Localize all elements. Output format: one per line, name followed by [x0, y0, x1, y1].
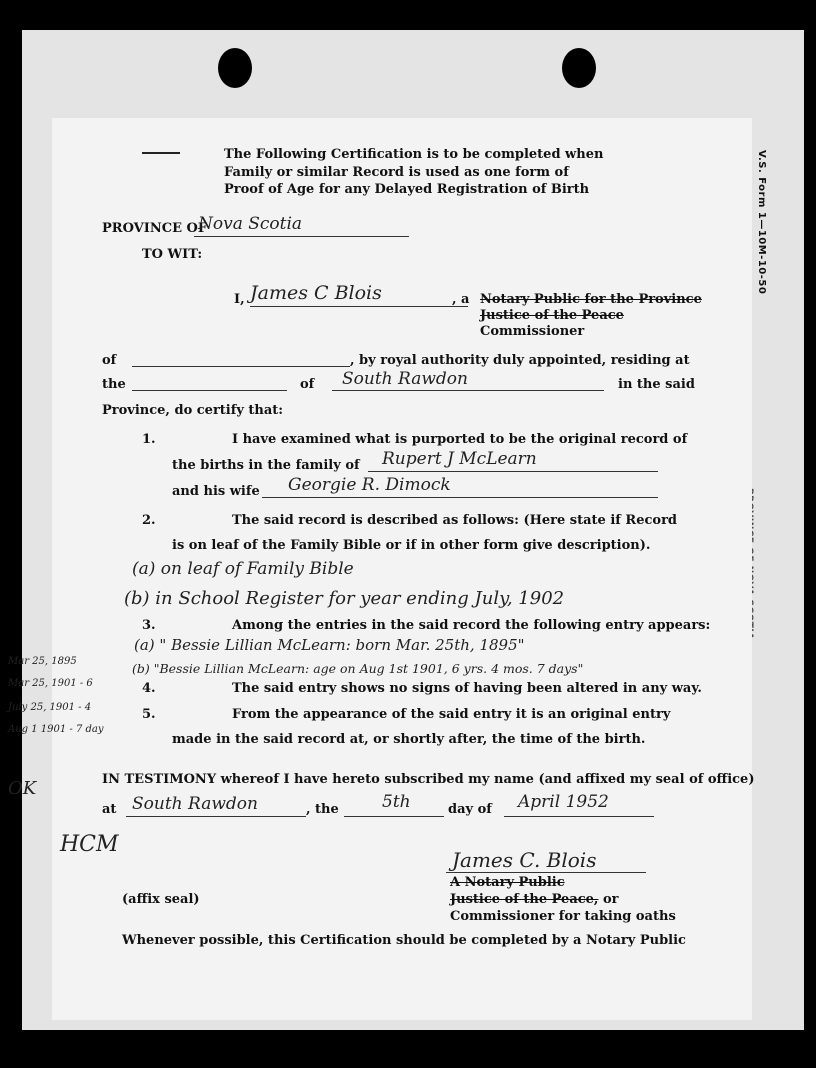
signature-justice-struck: Justice of the Peace,: [450, 892, 599, 907]
item-5-text-a: From the appearance of the said entry it is an original entry: [232, 707, 671, 722]
signature-line: [446, 872, 646, 873]
footer-note: Whenever possible, this Certification should be completed by a Notary Public: [122, 933, 686, 948]
title-justice-struck: Justice of the Peace: [480, 308, 624, 323]
testimony-rest: whereof I have hereto subscribed my name (and affixed my seal of office): [216, 772, 755, 787]
province-line: [194, 236, 409, 237]
item-1-text-a: I have examined what is purported to be the original record of: [232, 432, 688, 447]
testimony-place: South Rawdon: [132, 794, 258, 814]
item-1-text-b: the births in the family of: [172, 458, 360, 473]
margin-note-1: Mar 25, 1895: [8, 656, 77, 667]
testimony-at: at: [102, 802, 117, 817]
item-5-text-b: made in the said record at, or shortly after, the time of the birth.: [172, 732, 646, 747]
header-line-3: Proof of Age for any Delayed Registration of Birth: [224, 182, 590, 197]
margin-initials-ok: OK: [8, 778, 37, 799]
signature-notary-struck: A Notary Public: [450, 875, 565, 890]
description-b: (b) in School Register for year ending July, 1902: [124, 588, 565, 609]
affix-seal: (affix seal): [122, 892, 200, 907]
mother-line: [262, 497, 658, 498]
to-wit-label: TO WIT:: [142, 247, 203, 262]
item-4-number: 4.: [142, 681, 156, 696]
margin-initials-hcm: HCM: [60, 832, 119, 857]
item-2-text-a: The said record is described as follows: (Here state if Record: [232, 513, 678, 528]
form-code: V.S. Form 1—10M-10-50: [756, 150, 767, 295]
signature-commissioner: Commissioner for taking oaths: [450, 909, 676, 924]
the-line: [132, 390, 287, 391]
pen-mark: [142, 152, 180, 154]
testimony-day: 5th: [382, 792, 411, 812]
item-2-number: 2.: [142, 513, 156, 528]
testimony-the: , the: [306, 802, 339, 817]
the-of-label: of: [300, 377, 315, 392]
signature-justice-line: [450, 892, 619, 907]
declarant-line: [250, 306, 468, 307]
province-label: PROVINCE OF: [102, 221, 208, 236]
declarant-prefix: I,: [234, 292, 245, 307]
testimony-place-line: [126, 816, 306, 817]
of-line: [132, 366, 350, 367]
item-4-text: The said entry shows no signs of having been altered in any way.: [232, 681, 702, 696]
entry-a: (a) " Bessie Lillian McLearn: born Mar. 25th, 1895": [134, 636, 525, 654]
signature: James C. Blois: [452, 848, 597, 872]
declarant-comma-a: , a: [452, 292, 470, 307]
father-line: [368, 471, 658, 472]
mother-name: Georgie R. Dimock: [288, 475, 451, 495]
margin-note-3: July 25, 1901 - 4: [8, 702, 92, 713]
residence-place: South Rawdon: [342, 369, 468, 389]
testimony-month-year: April 1952: [518, 792, 609, 812]
signature-or: or: [598, 892, 619, 907]
testimony-day-of: day of: [448, 802, 492, 817]
punch-hole-left: [218, 48, 252, 88]
declarant-name: James C Blois: [250, 282, 382, 304]
margin-note-2: Mar 25, 1901 - 6: [8, 678, 93, 689]
item-1-text-c: and his wife: [172, 484, 260, 499]
item-1-number: 1.: [142, 432, 156, 447]
punch-hole-right: [562, 48, 596, 88]
province-certify: Province, do certify that:: [102, 403, 284, 418]
testimony-lead: IN TESTIMONY: [102, 772, 217, 787]
header-line-2: Family or similar Record is used as one form of: [224, 165, 569, 180]
the-label: the: [102, 377, 126, 392]
certificate-page: [8, 118, 755, 1020]
testimony-text: [102, 772, 754, 787]
of-label: of: [102, 353, 117, 368]
item-3-number: 3.: [142, 618, 156, 633]
item-5-number: 5.: [142, 707, 156, 722]
entry-b: (b) "Bessie Lillian McLearn: age on Aug 1st 1901, 6 yrs. 4 mos. 7 days": [132, 661, 584, 676]
item-2-text-b: is on leaf of the Family Bible or if in other form give description).: [172, 538, 651, 553]
month-line: [504, 816, 654, 817]
item-3-text: Among the entries in the said record the following entry appears:: [232, 618, 711, 633]
the-suffix: in the said: [618, 377, 695, 392]
title-commissioner: Commissioner: [480, 324, 585, 339]
day-line: [344, 816, 444, 817]
place-line: [332, 390, 604, 391]
margin-note-4: Aug 1 1901 - 7 day: [8, 724, 104, 735]
father-name: Rupert J McLearn: [382, 449, 537, 469]
title-notary-struck: Notary Public for the Province: [480, 292, 702, 307]
of-line-text: , by royal authority duly appointed, residing at: [350, 353, 690, 368]
description-a: (a) on leaf of Family Bible: [132, 559, 354, 579]
header-line-1: The Following Certification is to be completed when: [224, 147, 604, 162]
province-value: Nova Scotia: [198, 214, 303, 234]
